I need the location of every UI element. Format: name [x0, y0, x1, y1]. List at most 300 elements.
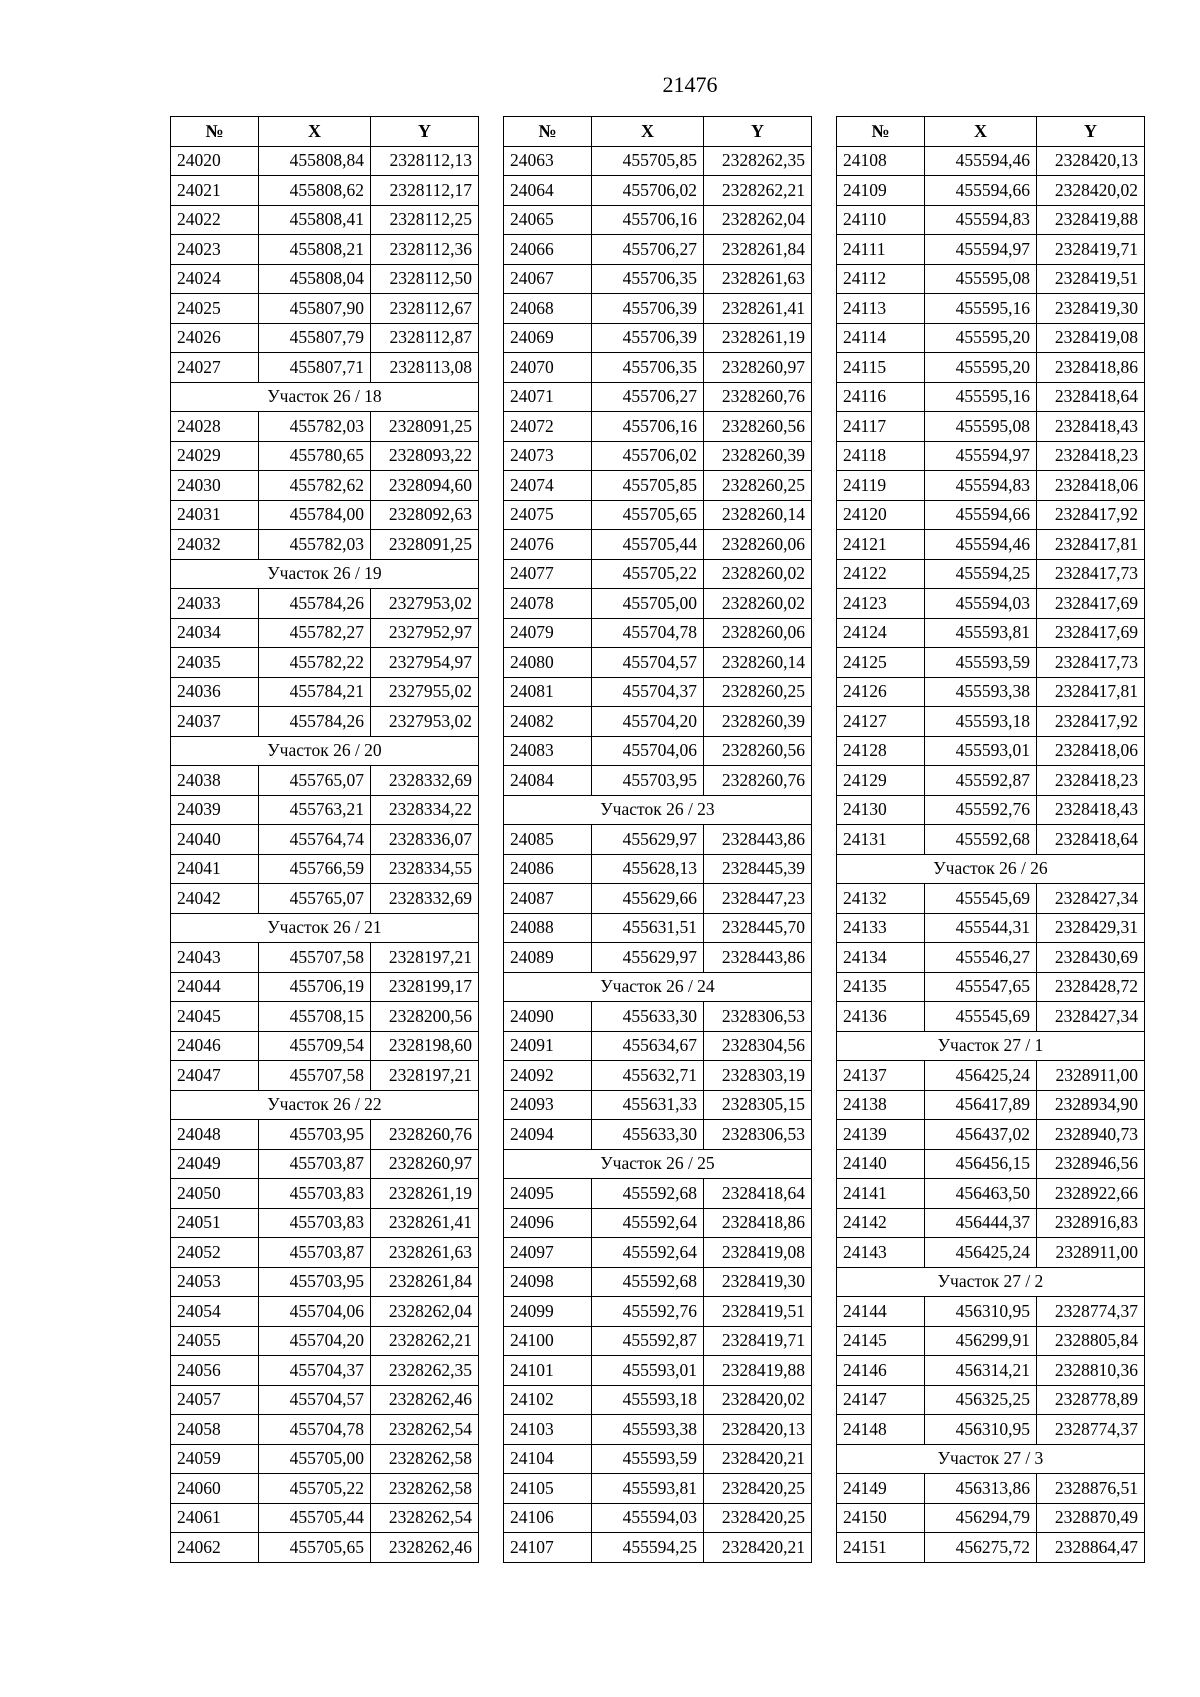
point-number-cell: 24053: [171, 1267, 259, 1297]
table-row: [504, 589, 812, 619]
table-row: [504, 1090, 812, 1120]
table-row: [837, 972, 1145, 1002]
y-coordinate-cell: 2328934,90: [1037, 1090, 1145, 1120]
point-number-cell: 24089: [504, 943, 592, 973]
table-row: [504, 913, 812, 943]
point-number-cell: 24104: [504, 1444, 592, 1474]
point-number-cell: 24031: [171, 500, 259, 530]
table-row: [504, 1238, 812, 1268]
x-coordinate-cell: 455704,06: [259, 1297, 371, 1327]
y-coordinate-cell: 2328112,87: [371, 323, 479, 353]
table-row: [837, 1208, 1145, 1238]
point-number-cell: 24112: [837, 264, 925, 294]
x-coordinate-cell: 455808,84: [259, 146, 371, 176]
section-title: Участок 27 / 2: [837, 1267, 1145, 1297]
y-coordinate-cell: 2328420,21: [704, 1444, 812, 1474]
table-row: [171, 1031, 479, 1061]
table-row: [504, 382, 812, 412]
x-coordinate-cell: 455546,27: [925, 943, 1037, 973]
x-coordinate-cell: 455595,20: [925, 353, 1037, 383]
point-number-cell: 24056: [171, 1356, 259, 1386]
point-number-cell: 24148: [837, 1415, 925, 1445]
point-number-cell: 24030: [171, 471, 259, 501]
table-row: [504, 1179, 812, 1209]
point-number-cell: 24088: [504, 913, 592, 943]
x-coordinate-cell: 455705,00: [592, 589, 704, 619]
point-number-cell: 24149: [837, 1474, 925, 1504]
table-row: [171, 353, 479, 383]
point-number-cell: 24106: [504, 1503, 592, 1533]
point-number-cell: 24129: [837, 766, 925, 796]
table-row: [171, 1415, 479, 1445]
coordinate-table-middle: [503, 116, 812, 1563]
x-coordinate-cell: 455629,97: [592, 825, 704, 855]
point-number-cell: 24147: [837, 1385, 925, 1415]
y-coordinate-cell: 2328332,69: [371, 766, 479, 796]
section-row: [504, 795, 812, 825]
y-coordinate-cell: 2328261,41: [371, 1208, 479, 1238]
y-coordinate-cell: 2328419,30: [1037, 294, 1145, 324]
section-title: Участок 26 / 22: [171, 1090, 479, 1120]
point-number-cell: 24049: [171, 1149, 259, 1179]
table-row: [837, 943, 1145, 973]
y-coordinate-cell: 2328262,35: [704, 146, 812, 176]
y-coordinate-cell: 2328429,31: [1037, 913, 1145, 943]
table-row: [171, 1267, 479, 1297]
point-number-cell: 24121: [837, 530, 925, 560]
point-number-cell: 24092: [504, 1061, 592, 1091]
table-row: [171, 235, 479, 265]
x-coordinate-cell: 455593,18: [592, 1385, 704, 1415]
x-coordinate-cell: 455807,79: [259, 323, 371, 353]
y-coordinate-cell: 2327952,97: [371, 618, 479, 648]
table-row: [504, 323, 812, 353]
table-row: [837, 1179, 1145, 1209]
y-coordinate-cell: 2328112,17: [371, 176, 479, 206]
y-coordinate-cell: 2328420,21: [704, 1533, 812, 1563]
x-coordinate-cell: 455629,97: [592, 943, 704, 973]
point-number-cell: 24098: [504, 1267, 592, 1297]
x-coordinate-cell: 456444,37: [925, 1208, 1037, 1238]
table-row: [837, 1120, 1145, 1150]
x-coordinate-cell: 455706,39: [592, 323, 704, 353]
x-coordinate-cell: 455705,22: [259, 1474, 371, 1504]
table-row: [171, 677, 479, 707]
y-coordinate-cell: 2328262,35: [371, 1356, 479, 1386]
y-coordinate-cell: 2328260,14: [704, 648, 812, 678]
y-coordinate-cell: 2328428,72: [1037, 972, 1145, 1002]
point-number-cell: 24139: [837, 1120, 925, 1150]
x-coordinate-cell: 455705,44: [259, 1503, 371, 1533]
table-row: [171, 1474, 479, 1504]
x-coordinate-cell: 455706,02: [592, 176, 704, 206]
x-coordinate-cell: 455593,81: [592, 1474, 704, 1504]
table-row: [504, 1444, 812, 1474]
point-number-cell: 24099: [504, 1297, 592, 1327]
y-coordinate-cell: 2328262,54: [371, 1503, 479, 1533]
point-number-cell: 24086: [504, 854, 592, 884]
x-coordinate-cell: 455633,30: [592, 1002, 704, 1032]
x-coordinate-cell: 455593,01: [925, 736, 1037, 766]
point-number-cell: 24124: [837, 618, 925, 648]
table-row: [504, 1415, 812, 1445]
y-coordinate-cell: 2328304,56: [704, 1031, 812, 1061]
header-x: X: [259, 117, 371, 147]
x-coordinate-cell: 455706,27: [592, 235, 704, 265]
table-row: [171, 618, 479, 648]
y-coordinate-cell: 2328261,19: [371, 1179, 479, 1209]
x-coordinate-cell: 455763,21: [259, 795, 371, 825]
point-number-cell: 24078: [504, 589, 592, 619]
table-row: [837, 707, 1145, 737]
table-row: [837, 1474, 1145, 1504]
y-coordinate-cell: 2328417,69: [1037, 618, 1145, 648]
point-number-cell: 24041: [171, 854, 259, 884]
point-number-cell: 24075: [504, 500, 592, 530]
table-row: [504, 176, 812, 206]
table-row: [837, 884, 1145, 914]
x-coordinate-cell: 456425,24: [925, 1238, 1037, 1268]
header-number: №: [504, 117, 592, 147]
point-number-cell: 24063: [504, 146, 592, 176]
table-row: [504, 559, 812, 589]
y-coordinate-cell: 2328419,88: [704, 1356, 812, 1386]
table-row: [837, 766, 1145, 796]
x-coordinate-cell: 455706,39: [592, 294, 704, 324]
section-title: Участок 26 / 23: [504, 795, 812, 825]
y-coordinate-cell: 2328774,37: [1037, 1297, 1145, 1327]
table-row: [504, 412, 812, 442]
table-row: [171, 264, 479, 294]
y-coordinate-cell: 2328199,17: [371, 972, 479, 1002]
point-number-cell: 24128: [837, 736, 925, 766]
y-coordinate-cell: 2328112,50: [371, 264, 479, 294]
y-coordinate-cell: 2328260,25: [704, 677, 812, 707]
x-coordinate-cell: 455594,97: [925, 235, 1037, 265]
table-row: [837, 589, 1145, 619]
section-row: [504, 1149, 812, 1179]
table-row: [171, 1503, 479, 1533]
table-row: [504, 1503, 812, 1533]
x-coordinate-cell: 456463,50: [925, 1179, 1037, 1209]
y-coordinate-cell: 2328810,36: [1037, 1356, 1145, 1386]
y-coordinate-cell: 2328427,34: [1037, 1002, 1145, 1032]
x-coordinate-cell: 455593,59: [925, 648, 1037, 678]
point-number-cell: 24142: [837, 1208, 925, 1238]
point-number-cell: 24151: [837, 1533, 925, 1563]
table-row: [171, 972, 479, 1002]
x-coordinate-cell: 455634,67: [592, 1031, 704, 1061]
point-number-cell: 24025: [171, 294, 259, 324]
x-coordinate-cell: 455704,78: [592, 618, 704, 648]
table-row: [837, 323, 1145, 353]
point-number-cell: 24069: [504, 323, 592, 353]
x-coordinate-cell: 455592,87: [925, 766, 1037, 796]
table-row: [171, 176, 479, 206]
y-coordinate-cell: 2328418,06: [1037, 471, 1145, 501]
table-row: [504, 618, 812, 648]
point-number-cell: 24058: [171, 1415, 259, 1445]
table-row: [504, 205, 812, 235]
y-coordinate-cell: 2328262,54: [371, 1415, 479, 1445]
x-coordinate-cell: 455631,51: [592, 913, 704, 943]
y-coordinate-cell: 2328262,46: [371, 1385, 479, 1415]
y-coordinate-cell: 2328261,84: [704, 235, 812, 265]
y-coordinate-cell: 2328418,43: [1037, 412, 1145, 442]
point-number-cell: 24035: [171, 648, 259, 678]
y-coordinate-cell: 2328419,71: [1037, 235, 1145, 265]
table-row: [171, 1061, 479, 1091]
y-coordinate-cell: 2328094,60: [371, 471, 479, 501]
y-coordinate-cell: 2328334,22: [371, 795, 479, 825]
point-number-cell: 24066: [504, 235, 592, 265]
table-row: [837, 471, 1145, 501]
table-row: [837, 1533, 1145, 1563]
x-coordinate-cell: 455547,65: [925, 972, 1037, 1002]
header-row: [171, 117, 479, 147]
x-coordinate-cell: 455592,68: [925, 825, 1037, 855]
point-number-cell: 24059: [171, 1444, 259, 1474]
x-coordinate-cell: 455595,20: [925, 323, 1037, 353]
y-coordinate-cell: 2328336,07: [371, 825, 479, 855]
y-coordinate-cell: 2328916,83: [1037, 1208, 1145, 1238]
y-coordinate-cell: 2328306,53: [704, 1120, 812, 1150]
point-number-cell: 24097: [504, 1238, 592, 1268]
table-row: [504, 707, 812, 737]
x-coordinate-cell: 455628,13: [592, 854, 704, 884]
y-coordinate-cell: 2328112,67: [371, 294, 479, 324]
x-coordinate-cell: 456417,89: [925, 1090, 1037, 1120]
y-coordinate-cell: 2328870,49: [1037, 1503, 1145, 1533]
x-coordinate-cell: 455594,66: [925, 500, 1037, 530]
table-row: [504, 1297, 812, 1327]
table-row: [837, 1415, 1145, 1445]
x-coordinate-cell: 455592,68: [592, 1267, 704, 1297]
header-y: Y: [1037, 117, 1145, 147]
table-row: [837, 1061, 1145, 1091]
x-coordinate-cell: 455706,02: [592, 441, 704, 471]
y-coordinate-cell: 2328805,84: [1037, 1326, 1145, 1356]
y-coordinate-cell: 2328418,23: [1037, 441, 1145, 471]
section-title: Участок 26 / 24: [504, 972, 812, 1002]
x-coordinate-cell: 456437,02: [925, 1120, 1037, 1150]
y-coordinate-cell: 2328260,39: [704, 707, 812, 737]
y-coordinate-cell: 2328262,21: [371, 1326, 479, 1356]
x-coordinate-cell: 455808,21: [259, 235, 371, 265]
section-row: [837, 1267, 1145, 1297]
table-row: [837, 1326, 1145, 1356]
x-coordinate-cell: 455807,90: [259, 294, 371, 324]
point-number-cell: 24047: [171, 1061, 259, 1091]
y-coordinate-cell: 2328113,08: [371, 353, 479, 383]
y-coordinate-cell: 2328261,84: [371, 1267, 479, 1297]
y-coordinate-cell: 2328260,56: [704, 736, 812, 766]
y-coordinate-cell: 2328262,58: [371, 1474, 479, 1504]
x-coordinate-cell: 455593,01: [592, 1356, 704, 1386]
y-coordinate-cell: 2328946,56: [1037, 1149, 1145, 1179]
table-row: [504, 471, 812, 501]
y-coordinate-cell: 2328261,19: [704, 323, 812, 353]
point-number-cell: 24119: [837, 471, 925, 501]
point-number-cell: 24039: [171, 795, 259, 825]
x-coordinate-cell: 455705,44: [592, 530, 704, 560]
table-row: [837, 559, 1145, 589]
x-coordinate-cell: 455705,65: [592, 500, 704, 530]
x-coordinate-cell: 455632,71: [592, 1061, 704, 1091]
x-coordinate-cell: 455703,83: [259, 1179, 371, 1209]
section-row: [171, 382, 479, 412]
y-coordinate-cell: 2328261,41: [704, 294, 812, 324]
y-coordinate-cell: 2328419,71: [704, 1326, 812, 1356]
x-coordinate-cell: 455784,26: [259, 707, 371, 737]
table-row: [837, 648, 1145, 678]
y-coordinate-cell: 2328418,86: [1037, 353, 1145, 383]
y-coordinate-cell: 2328260,39: [704, 441, 812, 471]
y-coordinate-cell: 2328443,86: [704, 825, 812, 855]
point-number-cell: 24085: [504, 825, 592, 855]
point-number-cell: 24115: [837, 353, 925, 383]
y-coordinate-cell: 2328443,86: [704, 943, 812, 973]
point-number-cell: 24021: [171, 176, 259, 206]
y-coordinate-cell: 2328418,23: [1037, 766, 1145, 796]
x-coordinate-cell: 455593,59: [592, 1444, 704, 1474]
y-coordinate-cell: 2328260,97: [704, 353, 812, 383]
table-row: [837, 1297, 1145, 1327]
x-coordinate-cell: 455704,06: [592, 736, 704, 766]
y-coordinate-cell: 2328417,92: [1037, 500, 1145, 530]
y-coordinate-cell: 2328417,81: [1037, 677, 1145, 707]
y-coordinate-cell: 2327954,97: [371, 648, 479, 678]
x-coordinate-cell: 455704,37: [259, 1356, 371, 1386]
section-title: Участок 27 / 1: [837, 1031, 1145, 1061]
table-row: [171, 323, 479, 353]
point-number-cell: 24071: [504, 382, 592, 412]
x-coordinate-cell: 455705,85: [592, 471, 704, 501]
table-row: [837, 294, 1145, 324]
point-number-cell: 24028: [171, 412, 259, 442]
y-coordinate-cell: 2328306,53: [704, 1002, 812, 1032]
x-coordinate-cell: 456294,79: [925, 1503, 1037, 1533]
x-coordinate-cell: 455764,74: [259, 825, 371, 855]
table-row: [837, 1238, 1145, 1268]
point-number-cell: 24138: [837, 1090, 925, 1120]
table-row: [171, 530, 479, 560]
section-row: [171, 736, 479, 766]
x-coordinate-cell: 455592,64: [592, 1208, 704, 1238]
point-number-cell: 24111: [837, 235, 925, 265]
point-number-cell: 24026: [171, 323, 259, 353]
x-coordinate-cell: 455706,35: [592, 264, 704, 294]
x-coordinate-cell: 455782,03: [259, 412, 371, 442]
x-coordinate-cell: 455705,22: [592, 559, 704, 589]
point-number-cell: 24052: [171, 1238, 259, 1268]
table-row: [504, 1533, 812, 1563]
x-coordinate-cell: 455545,69: [925, 884, 1037, 914]
x-coordinate-cell: 455594,25: [592, 1533, 704, 1563]
x-coordinate-cell: 455703,87: [259, 1238, 371, 1268]
table-row: [171, 707, 479, 737]
point-number-cell: 24024: [171, 264, 259, 294]
y-coordinate-cell: 2328417,73: [1037, 648, 1145, 678]
x-coordinate-cell: 455703,95: [259, 1267, 371, 1297]
point-number-cell: 24044: [171, 972, 259, 1002]
y-coordinate-cell: 2328940,73: [1037, 1120, 1145, 1150]
x-coordinate-cell: 455633,30: [592, 1120, 704, 1150]
table-row: [504, 1002, 812, 1032]
y-coordinate-cell: 2328334,55: [371, 854, 479, 884]
y-coordinate-cell: 2328420,25: [704, 1503, 812, 1533]
header-row: [837, 117, 1145, 147]
y-coordinate-cell: 2328420,13: [704, 1415, 812, 1445]
table-row: [171, 1326, 479, 1356]
y-coordinate-cell: 2328447,23: [704, 884, 812, 914]
table-row: [504, 146, 812, 176]
table-row: [171, 884, 479, 914]
point-number-cell: 24082: [504, 707, 592, 737]
y-coordinate-cell: 2328260,06: [704, 618, 812, 648]
x-coordinate-cell: 455703,95: [259, 1120, 371, 1150]
table-row: [504, 1474, 812, 1504]
point-number-cell: 24133: [837, 913, 925, 943]
table-row: [504, 1031, 812, 1061]
table-row: [504, 530, 812, 560]
x-coordinate-cell: 455708,15: [259, 1002, 371, 1032]
y-coordinate-cell: 2328262,21: [704, 176, 812, 206]
x-coordinate-cell: 456310,95: [925, 1297, 1037, 1327]
table-row: [504, 648, 812, 678]
header-x: X: [925, 117, 1037, 147]
table-row: [504, 500, 812, 530]
x-coordinate-cell: 455765,07: [259, 884, 371, 914]
point-number-cell: 24094: [504, 1120, 592, 1150]
point-number-cell: 24113: [837, 294, 925, 324]
point-number-cell: 24107: [504, 1533, 592, 1563]
table-row: [837, 1149, 1145, 1179]
table-row: [837, 530, 1145, 560]
table-row: [837, 412, 1145, 442]
x-coordinate-cell: 455766,59: [259, 854, 371, 884]
point-number-cell: 24070: [504, 353, 592, 383]
point-number-cell: 24054: [171, 1297, 259, 1327]
x-coordinate-cell: 455784,21: [259, 677, 371, 707]
point-number-cell: 24103: [504, 1415, 592, 1445]
y-coordinate-cell: 2328418,64: [1037, 825, 1145, 855]
point-number-cell: 24080: [504, 648, 592, 678]
x-coordinate-cell: 455705,65: [259, 1533, 371, 1563]
y-coordinate-cell: 2328198,60: [371, 1031, 479, 1061]
table-row: [837, 441, 1145, 471]
table-row: [171, 1002, 479, 1032]
table-row: [504, 353, 812, 383]
y-coordinate-cell: 2328260,97: [371, 1149, 479, 1179]
table-row: [837, 1503, 1145, 1533]
x-coordinate-cell: 455593,38: [592, 1415, 704, 1445]
point-number-cell: 24042: [171, 884, 259, 914]
point-number-cell: 24123: [837, 589, 925, 619]
x-coordinate-cell: 455592,64: [592, 1238, 704, 1268]
point-number-cell: 24061: [171, 1503, 259, 1533]
x-coordinate-cell: 455593,81: [925, 618, 1037, 648]
table-row: [837, 176, 1145, 206]
point-number-cell: 24081: [504, 677, 592, 707]
point-number-cell: 24072: [504, 412, 592, 442]
point-number-cell: 24034: [171, 618, 259, 648]
x-coordinate-cell: 455706,27: [592, 382, 704, 412]
section-row: [171, 913, 479, 943]
y-coordinate-cell: 2328262,04: [371, 1297, 479, 1327]
point-number-cell: 24067: [504, 264, 592, 294]
point-number-cell: 24077: [504, 559, 592, 589]
